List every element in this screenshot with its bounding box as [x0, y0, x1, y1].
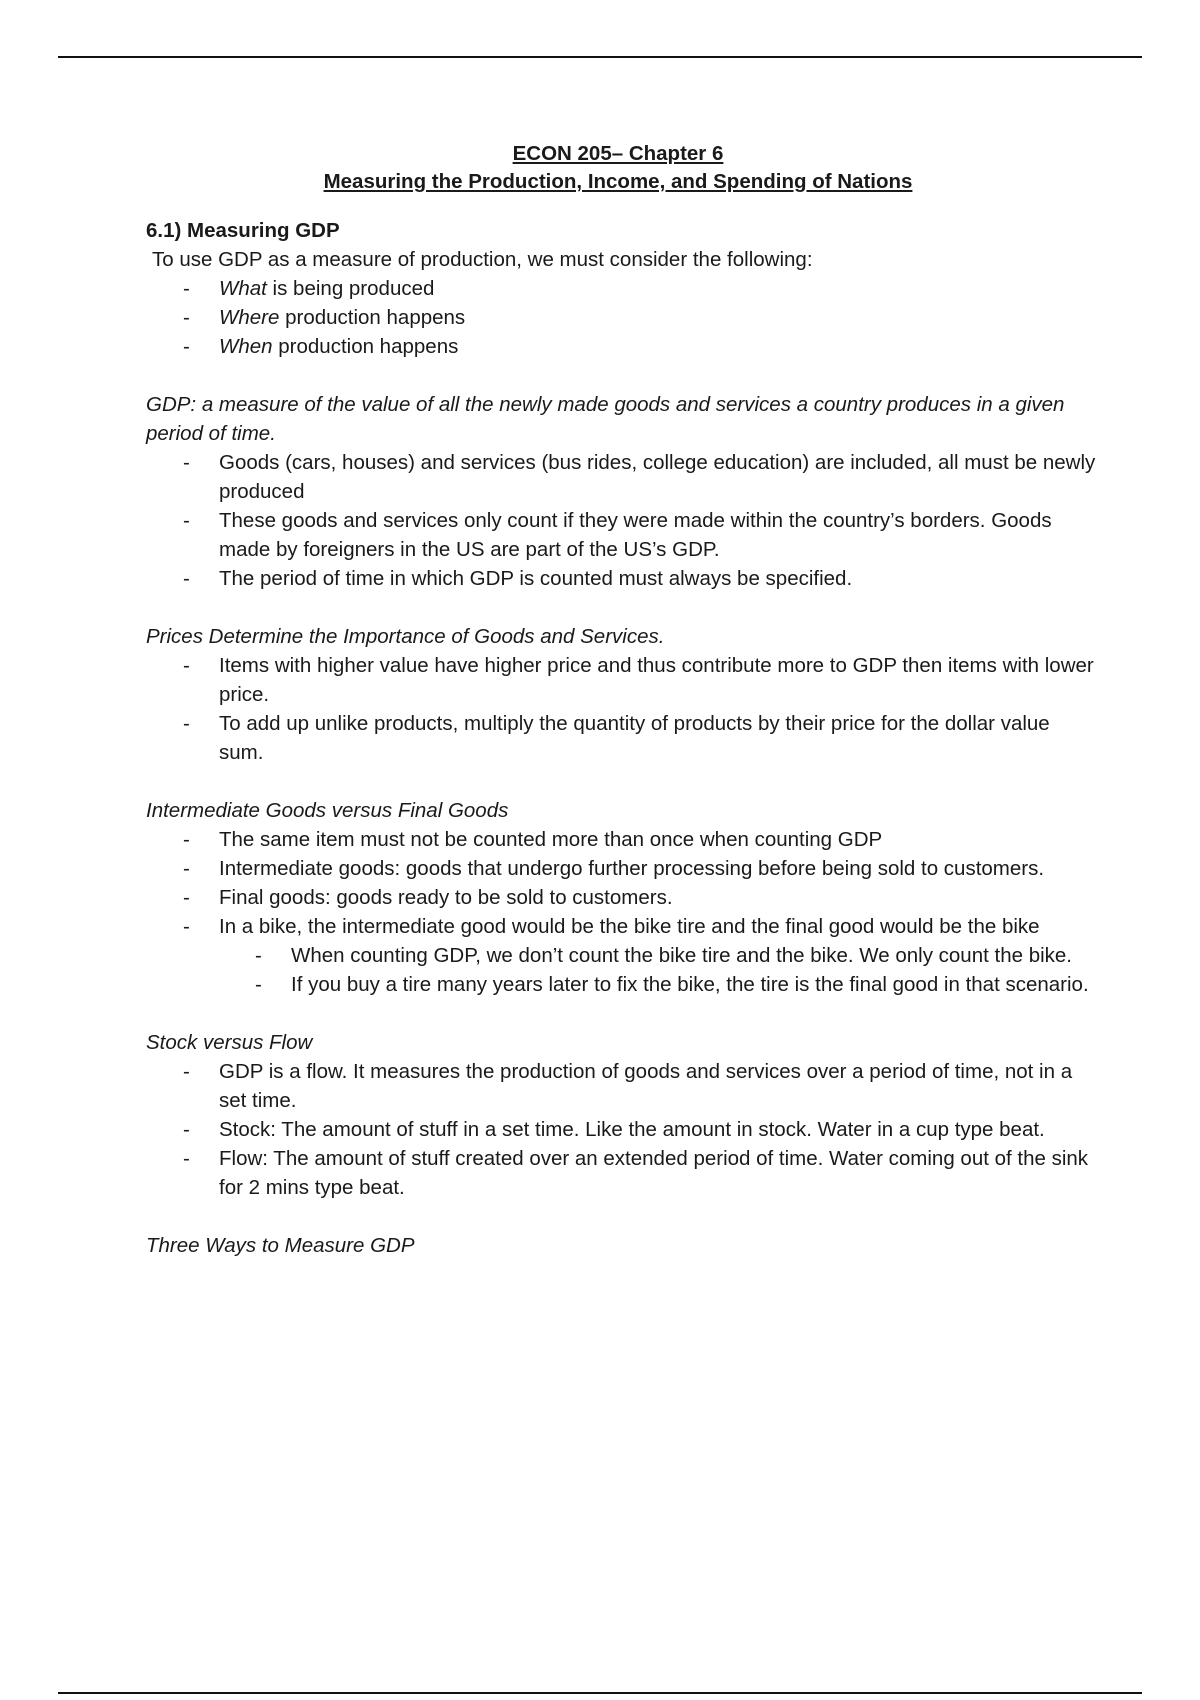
list-item: - Items with higher value have higher price and thus contribute more to GDP then items with lower price. [219, 651, 1096, 709]
item-text: production happens [279, 306, 466, 329]
list-item: - Flow: The amount of stuff created over an extended period of time. Water coming out of the sink for 2 mins type beat. [219, 1144, 1096, 1202]
section-intro: To use GDP as a measure of production, we must consider the following: [152, 248, 813, 271]
emphasis: Where [219, 306, 280, 329]
list-item: - Intermediate goods: goods that undergo further processing before being sold to customers. [219, 854, 1096, 883]
list-item: - The period of time in which GDP is counted must always be specified. [219, 564, 1096, 593]
section-heading-6-1: 6.1) Measuring GDP [146, 219, 340, 242]
considerations-list [146, 274, 1096, 361]
title-block [140, 140, 1096, 196]
intermediate-list [146, 825, 1096, 999]
list-item: - The same item must not be counted more than once when counting GDP [219, 825, 1096, 854]
prices-heading: Prices Determine the Importance of Goods and Services. [146, 625, 665, 648]
list-item: - Goods (cars, houses) and services (bus rides, college education) are included, all must be newly produced [219, 448, 1096, 506]
list-item [219, 303, 1096, 332]
sub-list-item: - If you buy a tire many years later to fix the bike, the tire is the final good in that scenario. [291, 970, 1096, 999]
emphasis: When [219, 335, 273, 358]
list-item: - GDP is a flow. It measures the production of goods and services over a period of time, not in a set time. [219, 1057, 1096, 1115]
stock-flow-list [146, 1057, 1096, 1202]
document-body [146, 140, 1096, 1260]
item-text: In a bike, the intermediate good would be the bike tire and the final good would be the bike [219, 915, 1040, 938]
item-text: is being produced [266, 277, 435, 300]
item-text: production happens [272, 335, 459, 358]
list-item [219, 274, 1096, 303]
chapter-title: Measuring the Production, Income, and Spending of Nations [323, 170, 913, 193]
list-item: - These goods and services only count if they were made within the country’s borders. Goods made by foreigners in the US are part of the US’s GDP. [219, 506, 1096, 564]
list-item: - To add up unlike products, multiply the quantity of products by their price for the dollar value sum. [219, 709, 1096, 767]
intermediate-heading: Intermediate Goods versus Final Goods [146, 799, 509, 822]
top-rule [58, 56, 1142, 58]
list-item [219, 332, 1096, 361]
list-item: - Final goods: goods ready to be sold to customers. [219, 883, 1096, 912]
prices-list [146, 651, 1096, 767]
course-title: ECON 205– Chapter 6 [512, 142, 724, 165]
emphasis: What [219, 277, 267, 300]
three-ways-heading: Three Ways to Measure GDP [146, 1234, 415, 1257]
list-item [219, 912, 1096, 999]
gdp-definition-list [146, 448, 1096, 593]
sub-list-item: - When counting GDP, we don’t count the bike tire and the bike. We only count the bike. [291, 941, 1096, 970]
bike-sub-list [219, 941, 1096, 999]
bottom-rule [58, 1692, 1142, 1694]
gdp-definition: GDP: a measure of the value of all the newly made goods and services a country produces in a given period of time. [146, 393, 1065, 445]
stock-flow-heading: Stock versus Flow [146, 1031, 313, 1054]
list-item: - Stock: The amount of stuff in a set time. Like the amount in stock. Water in a cup type beat. [219, 1115, 1096, 1144]
